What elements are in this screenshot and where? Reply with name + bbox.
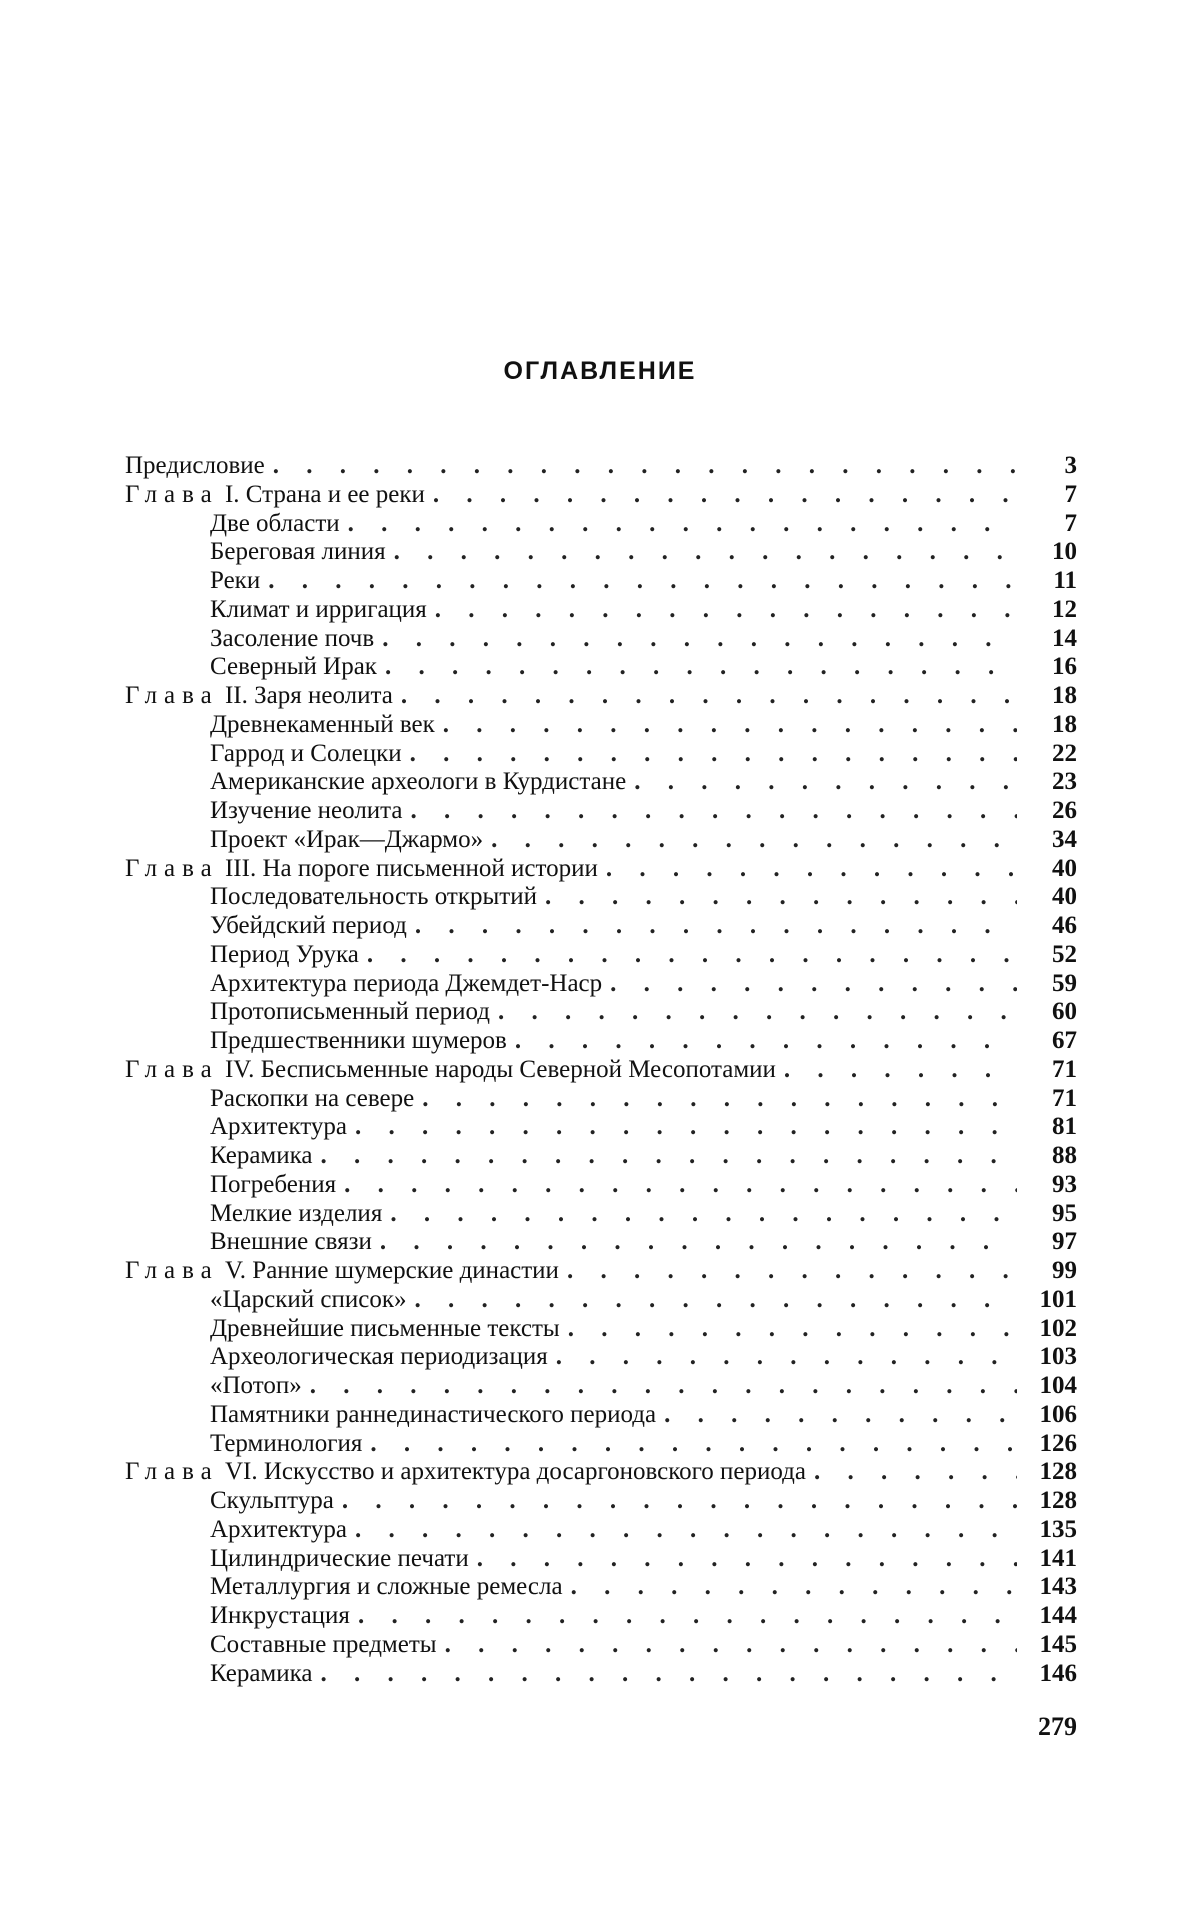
toc-entry-label [125,1516,347,1545]
toc-entry-label [125,567,260,596]
toc-entry-title: Предшественники шумеров [210,1027,507,1054]
toc-dot-leader [567,1257,1017,1286]
toc-entry-title: Изучение неолита [210,797,403,824]
toc-entry-page: 7 [1064,509,1077,537]
toc-entry-label [125,1142,312,1171]
toc-chapter-prefix: Глава [125,1055,219,1083]
toc-entry [125,883,1077,912]
toc-entry-label [125,1660,312,1689]
toc-entry-title: Погребения [210,1170,337,1198]
page-number: 279 [1038,1712,1077,1741]
toc-entry-label [125,1602,350,1631]
toc-entry-label [125,998,490,1027]
toc-entry-title: Гаррод и Солецки [210,739,402,767]
toc-dot-leader [477,1545,1017,1574]
toc-entry-title: Древнейшие письменные тексты [210,1314,560,1342]
toc-entry-page: 34 [1052,825,1077,853]
toc-dot-leader [445,1631,1017,1660]
toc-entry-page: 81 [1052,1113,1077,1141]
toc-entry-page: 23 [1052,768,1077,796]
toc-entry [125,1660,1077,1689]
toc-entry-title: Климат и ирригация [210,595,427,623]
toc-dot-leader [348,510,1017,539]
toc-dot-leader [394,538,1017,567]
toc-entry-title: IV. Бесписьменные народы Северной Месопотамии [224,1055,776,1083]
toc-entry [125,1171,1077,1200]
toc-entry-label [125,1171,336,1200]
toc-entry [125,1142,1077,1171]
toc-dot-leader [367,941,1017,970]
toc-dot-leader [320,1660,1017,1689]
toc-entry [125,1315,1077,1344]
toc-dot-leader [610,970,1017,999]
toc-dot-leader [784,1056,1017,1085]
toc-entry-label [125,510,340,539]
toc-entry-page: 95 [1052,1199,1077,1227]
toc-entry [125,510,1077,539]
toc-dot-leader [491,826,1017,855]
toc-entry-label [125,1228,372,1257]
toc-entry-label [125,1113,347,1142]
toc-entry-label [125,1343,548,1372]
toc-entry-page: 103 [1039,1343,1077,1371]
toc-dot-leader [390,1200,1017,1229]
toc-entry [125,740,1077,769]
toc-entry-title: Инкрустация [210,1602,350,1629]
toc-entry [125,1573,1077,1602]
toc-entry-label [125,682,393,711]
toc-entry-title: Береговая линия [210,538,386,566]
toc-entry-title: «Царский список» [210,1285,407,1313]
toc-entry [125,970,1077,999]
toc-dot-leader [433,481,1017,510]
toc-entry-label [125,1056,776,1085]
toc-dot-leader [545,883,1017,912]
toc-entry [125,998,1077,1027]
toc-entry-page: 59 [1052,969,1077,997]
toc-entry-label [125,538,386,567]
toc-entry-page: 101 [1039,1285,1077,1313]
toc-dot-leader [358,1602,1017,1631]
toc-entry-label [125,740,402,769]
toc-entry [125,912,1077,941]
toc-dot-leader [355,1516,1017,1545]
toc-dot-leader [380,1228,1017,1257]
toc-entry-title: Раскопки на севере [210,1084,415,1112]
toc-entry-page: 88 [1052,1142,1077,1169]
toc-entry [125,596,1077,625]
toc-entry-page: 67 [1052,1027,1077,1054]
toc-entry [125,1602,1077,1631]
toc-entry-label [125,481,425,510]
toc-entry-page: 46 [1052,912,1077,939]
toc-dot-leader [415,912,1017,941]
toc-entry [125,567,1077,596]
toc-entry-label [125,1573,563,1602]
toc-entry-page: 11 [1053,567,1077,594]
toc-entry-page: 22 [1052,739,1077,767]
toc-entry-page: 16 [1052,653,1077,681]
toc-dot-leader [498,998,1017,1027]
toc-entry-title: I. Страна и ее реки [224,480,425,508]
toc-entry-page: 97 [1052,1228,1077,1256]
toc-entry-title: V. Ранние шумерские династии [224,1257,559,1284]
toc-entry-page: 128 [1039,1487,1077,1514]
toc-dot-leader [443,711,1017,740]
toc-entry-page: 126 [1039,1429,1077,1457]
toc-entry [125,1200,1077,1229]
toc-entry [125,1631,1077,1660]
toc-entry-page: 99 [1052,1257,1077,1284]
toc-dot-leader [310,1372,1017,1401]
toc-entry-label [125,653,377,682]
toc-dot-leader [344,1171,1017,1200]
toc-entry-label [125,797,403,826]
toc-entry-label [125,1545,469,1574]
toc-entry-title: «Потоп» [210,1372,302,1399]
toc-entry-label [125,1401,656,1430]
toc-dot-leader [320,1142,1017,1171]
toc-entry-title: Американские археологи в Курдистане [210,768,627,796]
toc-entry [125,711,1077,740]
toc-dot-leader [568,1315,1017,1344]
toc-entry-title: Архитектура периода Джемдет-Наср [210,969,603,997]
toc-entry-title: Реки [210,567,261,594]
toc-chapter-prefix: Глава [125,854,219,882]
toc-dot-leader [664,1401,1017,1430]
toc-dot-leader [370,1430,1017,1459]
toc-entry [125,1257,1077,1286]
toc-entry-page: 18 [1052,682,1077,709]
toc-entry-title: Мелкие изделия [210,1199,383,1227]
toc-entry-label [125,941,359,970]
toc-entry-title: Проект «Ирак—Джармо» [210,825,484,853]
toc-entry-title: II. Заря неолита [224,682,393,709]
toc-entry-page: 102 [1039,1314,1077,1342]
toc-entry-title: Внешние связи [210,1228,372,1256]
toc-entry-title: Засоление почв [210,624,375,652]
toc-dot-leader [342,1487,1017,1516]
toc-entry [125,855,1077,884]
toc-entry [125,538,1077,567]
toc-dot-leader [814,1458,1017,1487]
toc-entry-label [125,452,265,481]
toc-entry-title: Скульптура [210,1487,334,1514]
toc-entry-title: Две области [210,509,340,537]
toc-entry-page: 40 [1052,883,1077,911]
toc-entry [125,452,1077,481]
toc-entry-title: Металлургия и сложные ремесла [210,1573,563,1601]
toc-entry-title: Памятники раннединастического периода [210,1400,657,1428]
toc-entry-label [125,1200,382,1229]
toc-dot-leader [385,653,1017,682]
toc-entry-title: Архитектура [210,1515,347,1543]
toc-dot-leader [515,1027,1017,1056]
toc-entry-page: 93 [1052,1170,1077,1198]
toc-entry-page: 146 [1039,1659,1077,1687]
toc-entry [125,1085,1077,1114]
toc-dot-leader [606,855,1017,884]
toc-entry-title: Северный Ирак [210,653,377,681]
toc-entry-page: 71 [1052,1055,1077,1083]
toc-entry [125,1401,1077,1430]
toc-entry-page: 106 [1039,1400,1077,1428]
toc-entry-page: 145 [1039,1630,1077,1658]
toc-entry-page: 14 [1052,624,1077,652]
toc-entry [125,1458,1077,1487]
toc-entry-title: Составные предметы [210,1630,437,1658]
toc-dot-leader [556,1343,1017,1372]
toc-entry-page: 135 [1039,1515,1077,1543]
toc-entry-label [125,883,537,912]
toc-entry-title: Протописьменный период [210,998,491,1026]
table-of-contents [125,452,1077,1688]
toc-entry [125,1027,1077,1056]
toc-entry-title: Терминология [210,1429,363,1457]
toc-dot-leader [410,740,1017,769]
toc-entry-title: VI. Искусство и архитектура досаргоновского периода [224,1458,806,1486]
toc-dot-leader [422,1085,1017,1114]
toc-entry-page: 12 [1052,595,1077,623]
toc-entry-page: 60 [1052,998,1077,1026]
toc-dot-leader [401,682,1017,711]
toc-entry-label [125,768,626,797]
toc-entry-label [125,625,374,654]
toc-dot-leader [634,768,1017,797]
toc-entry [125,826,1077,855]
toc-entry [125,1056,1077,1085]
toc-entry-title: Период Урука [210,940,359,968]
toc-entry-title: Керамика [210,1142,313,1169]
toc-dot-leader [415,1286,1018,1315]
toc-entry [125,941,1077,970]
toc-entry-label [125,1487,334,1516]
toc-entry [125,797,1077,826]
toc-entry-page: 26 [1052,797,1077,824]
toc-dot-leader [355,1113,1017,1142]
toc-chapter-prefix: Глава [125,1458,219,1486]
toc-dot-leader [435,596,1017,625]
toc-entry [125,1228,1077,1257]
toc-entry-page: 10 [1052,538,1077,566]
toc-entry-title: Убейдский период [210,912,407,939]
toc-entry-label [125,1631,437,1660]
toc-dot-leader [382,625,1017,654]
toc-entry [125,1343,1077,1372]
toc-entry [125,1372,1077,1401]
toc-entry-page: 143 [1039,1573,1077,1601]
toc-entry [125,1430,1077,1459]
toc-entry-page: 71 [1052,1084,1077,1112]
toc-entry [125,1516,1077,1545]
toc-chapter-prefix: Глава [125,480,219,508]
toc-entry-label [125,1458,806,1487]
toc-entry-label [125,1027,507,1056]
page-title: ОГЛАВЛЕНИЕ [503,356,697,385]
toc-entry-label [125,1286,407,1315]
toc-entry [125,1545,1077,1574]
toc-entry [125,1286,1077,1315]
toc-entry [125,1487,1077,1516]
toc-dot-leader [273,452,1017,481]
toc-entry [125,682,1077,711]
toc-entry-title: Предисловие [125,452,265,479]
toc-entry-label [125,1257,559,1286]
toc-entry-title: Последовательность открытий [210,883,537,911]
toc-entry-page: 52 [1052,940,1077,968]
toc-entry-page: 104 [1039,1372,1077,1399]
toc-entry-label [125,1315,560,1344]
toc-entry-label [125,855,598,884]
toc-entry-title: Керамика [210,1659,313,1687]
toc-entry-title: Цилиндрические печати [210,1544,469,1572]
toc-dot-leader [411,797,1017,826]
toc-entry-title: III. На пороге письменной истории [224,854,598,882]
toc-entry [125,768,1077,797]
toc-chapter-prefix: Глава [125,1257,219,1284]
toc-entry-title: Археологическая периодизация [210,1343,548,1371]
toc-entry-title: Архитектура [210,1113,347,1141]
toc-entry-label [125,1085,414,1114]
toc-entry-page: 144 [1039,1602,1077,1629]
toc-entry-page: 128 [1039,1458,1077,1486]
toc-entry-label [125,1372,302,1401]
toc-entry-label [125,826,483,855]
toc-entry-label [125,970,602,999]
toc-entry-page: 141 [1039,1544,1077,1572]
toc-chapter-prefix: Глава [125,682,219,709]
toc-dot-leader [268,567,1017,596]
toc-entry-label [125,596,427,625]
toc-entry-page: 18 [1052,710,1077,738]
toc-entry-label [125,711,435,740]
toc-entry-title: Древнекаменный век [210,710,435,738]
toc-entry-label [125,1430,362,1459]
toc-dot-leader [571,1573,1017,1602]
toc-entry-label [125,912,407,941]
toc-entry [125,481,1077,510]
toc-entry-page: 7 [1064,480,1077,508]
toc-entry [125,1113,1077,1142]
toc-entry [125,625,1077,654]
toc-entry [125,653,1077,682]
toc-entry-page: 3 [1064,452,1077,479]
toc-entry-page: 40 [1052,854,1077,882]
